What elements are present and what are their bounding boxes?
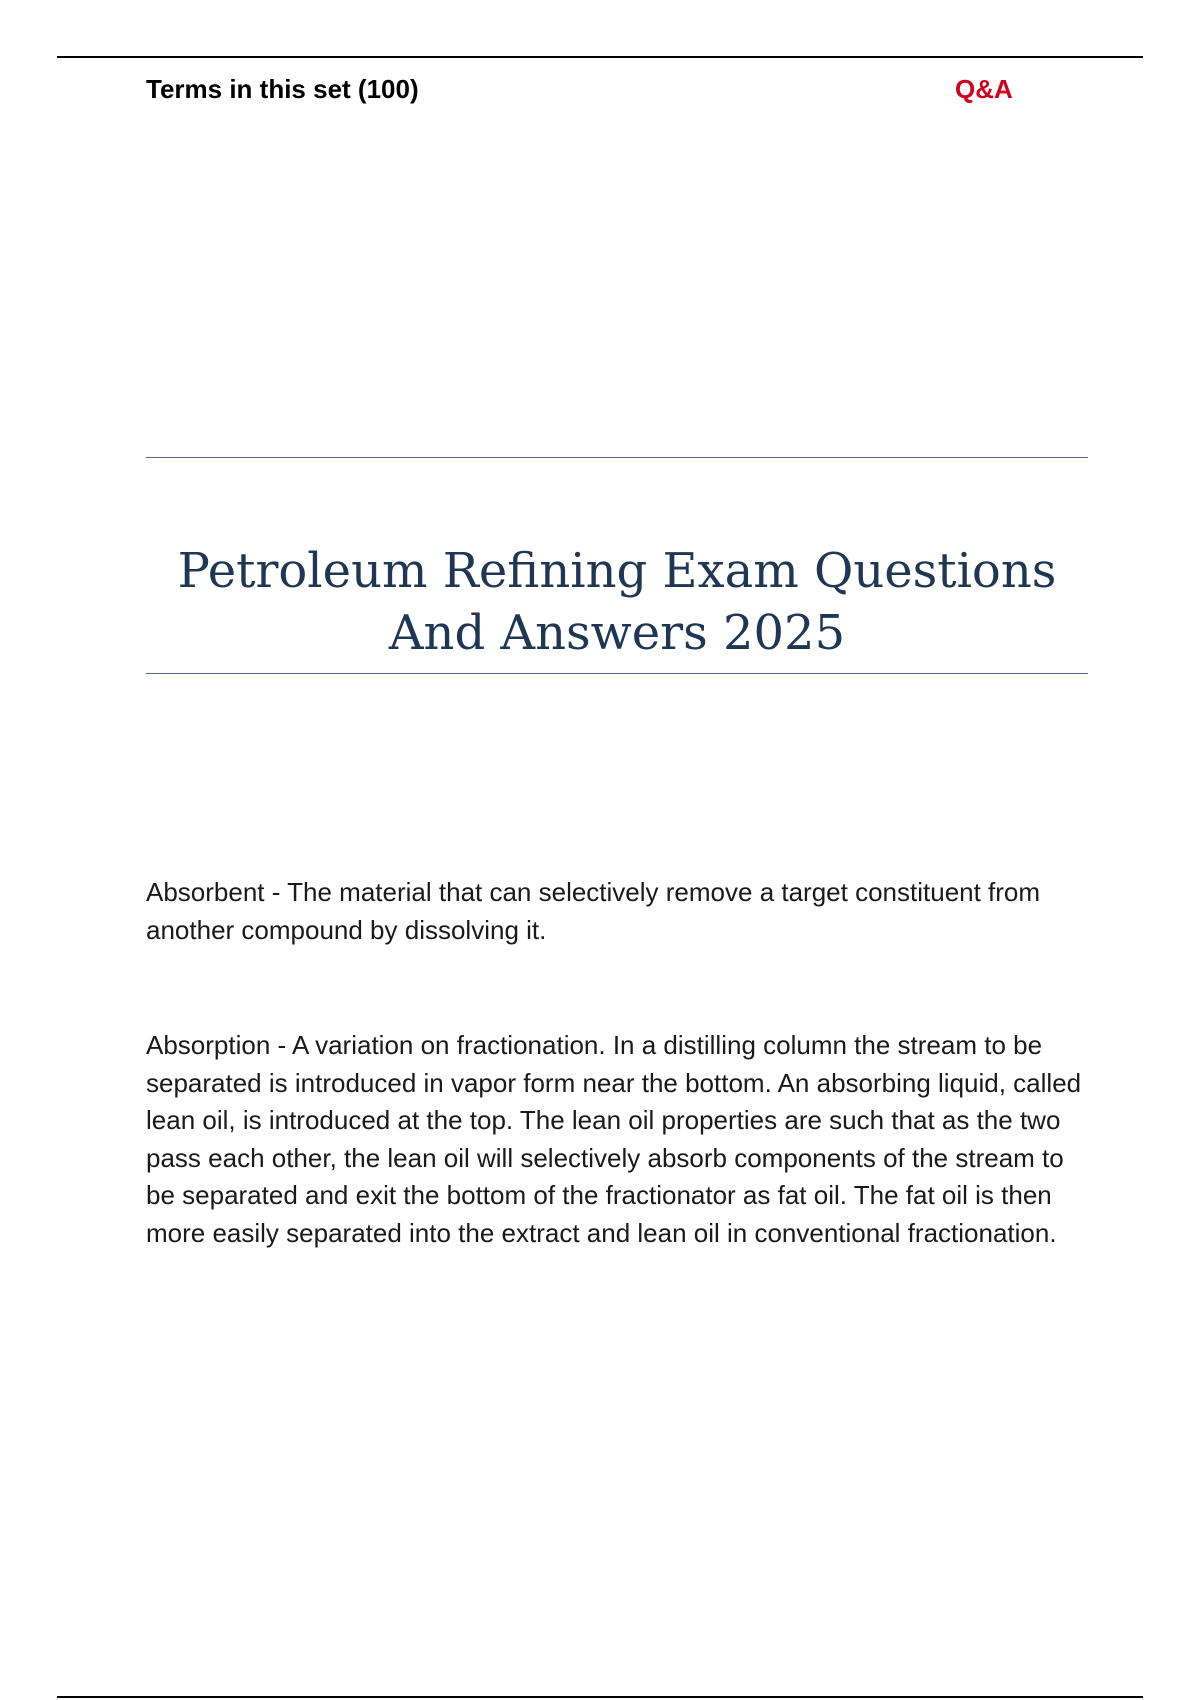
terms-count-label: Terms in this set (100) bbox=[146, 74, 419, 104]
term-absorption: Absorption - A variation on fractionation. In a distilling column the stream to be separated is introduced in vapor form near the bottom. An absorbing liquid, called lean oil, is introduced at the top. The lean oil properties are such that as the two pass each other, the lean oil will selectively absorb components of the stream to be separated and exit the bottom of the fractionator as fat oil. The fat oil is then more easily separated into the extract and lean oil in conventional fractionation. bbox=[146, 1030, 1082, 1248]
title-rule-top bbox=[146, 457, 1088, 458]
title-rule-bottom bbox=[146, 673, 1088, 674]
top-rule bbox=[57, 56, 1143, 58]
bottom-rule bbox=[57, 1696, 1143, 1698]
qa-label: Q&A bbox=[955, 74, 1013, 104]
term-absorbent: Absorbent - The material that can selectively remove a target constituent from another compound by dissolving it. bbox=[146, 877, 1041, 945]
document-title: Petroleum Refining Exam Questions And Answers 2025 bbox=[177, 543, 1057, 661]
